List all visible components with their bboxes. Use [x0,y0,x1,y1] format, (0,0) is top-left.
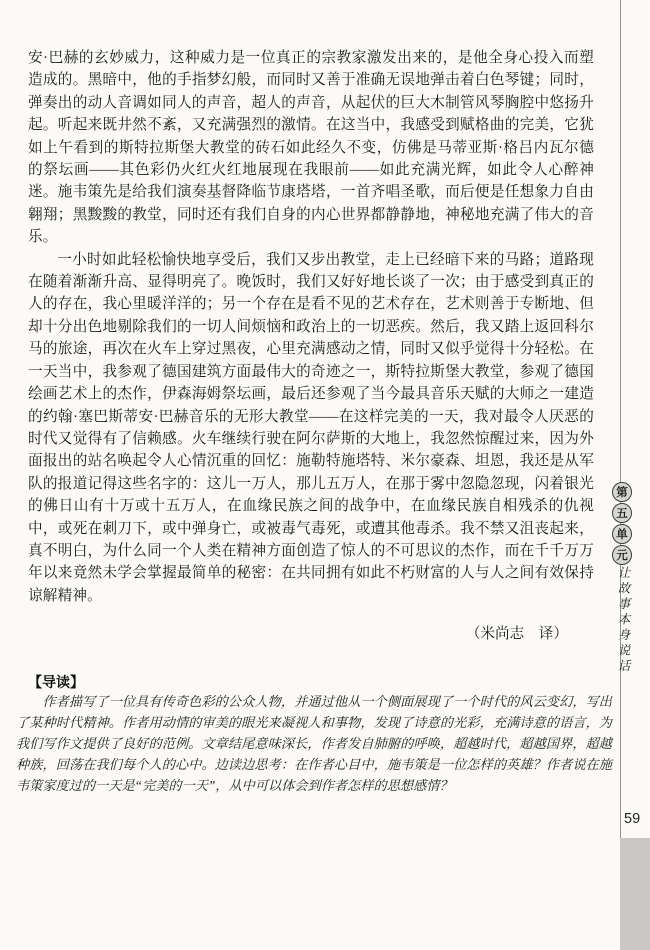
unit-badge [612,482,632,565]
unit-badge-char-4: 元 [612,545,632,565]
article-paragraph-1: 安·巴赫的玄妙威力，这种威力是一位真正的宗教家激发出来的，是他全身心投入而塑造成的。黑暗中，他的手指梦幻般，而同时又善于准确无误地弹击着白色琴键；同时，弹奏出的动人音调如同人的声音，超人的声音，从起伏的巨大木制管风琴胸腔中悠扬升起。听起来既井然不紊，又充满强烈的激情。在这当中，我感受到赋格曲的完美，它犹如上午看到的斯特拉斯堡大教堂的砖石如此经久不变，仿佛是马蒂亚斯·格吕内瓦尔德的祭坛画——其色彩仍火红火红地展现在我眼前——如此充满光辉，如此令人心醉神迷。施韦策先是给我们演奏基督降临节康塔塔，一首齐唱圣歌，而后便是任想象力自由翱翔；黑黢黢的教堂，同时还有我们自身的内心世界都静静地，神秘地充满了伟大的音乐。 [28,50,594,246]
unit-badge-char-1: 第 [612,482,632,502]
unit-badge-char-3: 单 [612,524,632,544]
unit-badge-char-2: 五 [612,503,632,523]
article-paragraph-2: 一小时如此轻松愉快地享受后，我们又步出教堂，走上已经暗下来的马路；道路现在随着渐渐升高、显得明亮了。晚饭时，我们又好好地长谈了一次；由于感受到真正的人的存在，我心里暖洋洋的；另一个存在是看不见的艺术存在，艺术则善于专断地、但却十分出色地剔除我们的一切人间烦恼和政治上的一切恶疾。然后，我又踏上返回科尔马的旅途，再次在火车上穿过黑夜，心里充满感动之情，同时又似乎觉得十分轻松。在一天当中，我参观了德国建筑方面最伟大的奇迹之一，斯特拉斯堡大教堂，参观了德国绘画艺术上的杰作，伊森海姆祭坛画，最后还参观了当今最具音乐天赋的大师之一建造的约翰·塞巴斯蒂安·巴赫音乐的无形大教堂——在这样完美的一天，我对最令人厌恶的时代又觉得有了信赖感。火车继续行驶在阿尔萨斯的大地上，我忽然惊醒过来，因为外面报出的站名唤起令人心情沉重的回忆：施勒特施塔特、米尔豪森、坦恩，我还是从军队的报道记得这些名字的：这儿一万人，那儿五万人，在那于雾中忽隐忽现，闪着银光的佛日山有十万或十五万人，在血缘民族之间的战争中，在血缘民族自相残杀的仇视中，或死在刺刀下，或中弹身亡，或被毒气毒死，或遭其他毒杀。我不禁又沮丧起来，真不明白，为什么同一个人类在精神方面创造了惊人的不可思议的杰作，而在千千万万年以来竟然未学会掌握最简单的秘密：在共同拥有如此不朽财富的人与人之间有效保持谅解精神。 [28,251,594,604]
guide-section-text: 作者描写了一位具有传奇色彩的公众人物，并通过他从一个侧面展现了一个时代的风云变幻，写出了某种时代精神。作者用动情的审美的眼光来凝视人和事物，发现了诗意的光彩，充满诗意的语言，为我们写作文提供了良好的范例。文章结尾意味深长，作者发自肺腑的呼唤，超越时代，超越国界，超越种族，回荡在我们每个人的心中。边读边思考：在作者心目中，施韦策是一位怎样的英雄？作者说在施韦策家度过的一天是“完美的一天”，从中可以体会到作者怎样的思想感情？ [16,694,612,793]
right-margin-rule [620,0,621,838]
article-text [28,47,594,607]
page-number: 59 [624,811,641,827]
unit-subtitle-vertical: 让故事本身说话 [616,566,630,675]
guide-section-header: 【导读】 [28,674,84,690]
translator-credit: （米尚志 译） [465,626,568,642]
page-edge-tab [620,838,650,950]
